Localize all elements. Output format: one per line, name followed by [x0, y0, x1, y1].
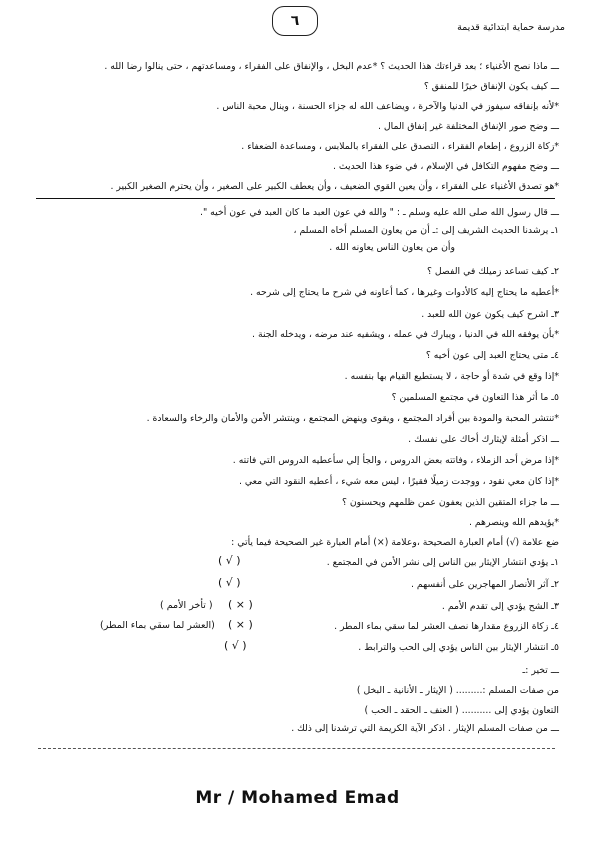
choice-question: التعاون يؤدي إلى .......... ( العنف ـ الحقد ـ الحب ): [364, 705, 559, 716]
page-header: [0, 0, 595, 52]
text-line: *إذا وقع في شدة أو حاجة ، لا يستطيع القيام بها بنفسه .: [344, 371, 559, 382]
text-line: *بأن يوفقه الله في الدنيا ، ويبارك في عمله ، ويشفيه عند مرضه ، ويدخله الجنة .: [252, 329, 559, 340]
instruction: ضع علامة (√) أمام العبارة الصحيحة ،وعلامة (×) أمام العبارة غير الصحيحة فيما يأتي :: [231, 537, 559, 548]
text-line: ٤ـ متى يحتاج العبد إلى عون أخيه ؟: [425, 350, 559, 361]
statement: ٤ـ زكاة الزروع مقدارها نصف العشر لما سقي بماء المطر .: [334, 621, 559, 632]
text-line: *إذا مرض أحد الزملاء ، وفاتته بعض الدروس ، والجأ إلي سأعطيه الدروس التي فاتته .: [232, 455, 559, 466]
text-line: ١ـ يرشدنا الحديث الشريف إلى :ـ أن من يعاون المسلم أخاه المسلم ،: [293, 225, 559, 236]
statement: ١ـ يؤدي انتشار الإيثار بين الناس إلى نشر الأمن في المجتمع .: [326, 557, 559, 568]
statement: ٥ـ انتشار الإيثار بين الناس يؤدي إلى الحب والترابط .: [358, 642, 559, 653]
text-line: *أعطيه ما يحتاج إليه كالأدوات وغيرها ، كما أعاونه في شرح ما يحتاج إلى شرحه .: [250, 287, 559, 298]
text-line: *تنتشر المحبة والمودة بين أفراد المجتمع ، ويقوى وينهض المجتمع ، وينتشر الأمن والأمان والرخاء والسعادة .: [146, 413, 559, 424]
answer-mark: ( √ ): [218, 576, 241, 589]
text-line: *إذا كان معي نقود ، ووجدت زميلًا فقيرًا ، ليس معه شيء ، أعطيه النقود التي معي .: [239, 476, 559, 487]
text-line: *يؤيدهم الله وينصرهم .: [468, 517, 559, 528]
text-line: ـــ وضح مفهوم التكافل في الإسلام ، في ضوء هذا الحديث .: [332, 161, 559, 172]
text-line: ـــ وضح صور الإنفاق المختلفة غير إنفاق المال .: [377, 121, 559, 132]
question: ـــ من صفات المسلم الإيثار . اذكر الآية الكريمة التي ترشدنا إلى ذلك .: [291, 723, 559, 734]
text-line: *لأنه بإنفاقه سيفوز في الدنيا والآخرة ، ويضاعف الله له جزاء الحسنة ، وينال محبة الناس .: [216, 101, 559, 112]
answer-mark: ( √ ): [224, 639, 247, 652]
answer-mark: ( √ ): [218, 554, 241, 567]
text-line: وأن من يعاون الناس يعاونه الله .: [329, 242, 455, 253]
author-signature: Mr / Mohamed Emad: [195, 788, 400, 808]
correction-note: ( تأخر الأمم ): [160, 600, 213, 611]
answer-mark: ( × ): [228, 598, 253, 611]
text-line: *زكاة الزروع ، إطعام الفقراء ، التصدق على الفقراء بالملابس ، ومساعدة الضعفاء .: [241, 141, 559, 152]
text-line: ٥ـ ما أثر هذا التعاون في مجتمع المسلمين ؟: [391, 392, 559, 403]
choice-question: من صفات المسلم :......... ( الإيثار ـ الأنانية ـ البخل ): [356, 685, 559, 696]
statement: ٢ـ آثر الأنصار المهاجرين على أنفسهم .: [410, 579, 559, 590]
text-line: ٣ـ اشرح كيف يكون عون الله للعبد .: [421, 309, 559, 320]
text-line: ـــ اذكر أمثلة لإيثارك أخاك على نفسك .: [408, 434, 559, 445]
dashed-divider: [38, 748, 555, 749]
statement: ٣ـ الشح يؤدي إلى تقدم الأمم .: [441, 601, 559, 612]
text-line: ـــ قال رسول الله صلى الله عليه وسلم ـ : " والله في عون العبد ما كان العبد في عون أخيه ".: [200, 207, 559, 218]
correction-note: (العشر لما سقي بماء المطر): [100, 620, 215, 631]
answer-mark: ( × ): [228, 618, 253, 631]
text-line: *هو تصدق الأغنياء على الفقراء ، وأن يعين القوي الضعيف ، وأن يعطف الكبير على الصغير ، وأن يحترم الصغير الكبير .: [110, 181, 559, 192]
text-line: ـــ كيف يكون الإنفاق خيرًا للمنفق ؟: [423, 81, 559, 92]
section-divider: [36, 198, 555, 199]
section-title: ـــ تخير :ـ: [522, 665, 559, 676]
school-name: مدرسة حماية ابتدائية قديمة: [457, 22, 565, 33]
text-line: ٢ـ كيف تساعد زميلك في الفصل ؟: [427, 266, 559, 277]
page-number: ٦: [272, 6, 318, 36]
text-line: ـــ ما جزاء المتقين الذين يعفون عمن ظلمهم ويحسنون ؟: [341, 497, 559, 508]
text-line: ـــ ماذا نصح الأغنياء ؛ بعد قراءتك هذا الحديث ؟ *عدم البخل ، والإنفاق على الفقراء ، ومساعدتهم ، حتى ينالوا رضا الله .: [104, 61, 559, 72]
